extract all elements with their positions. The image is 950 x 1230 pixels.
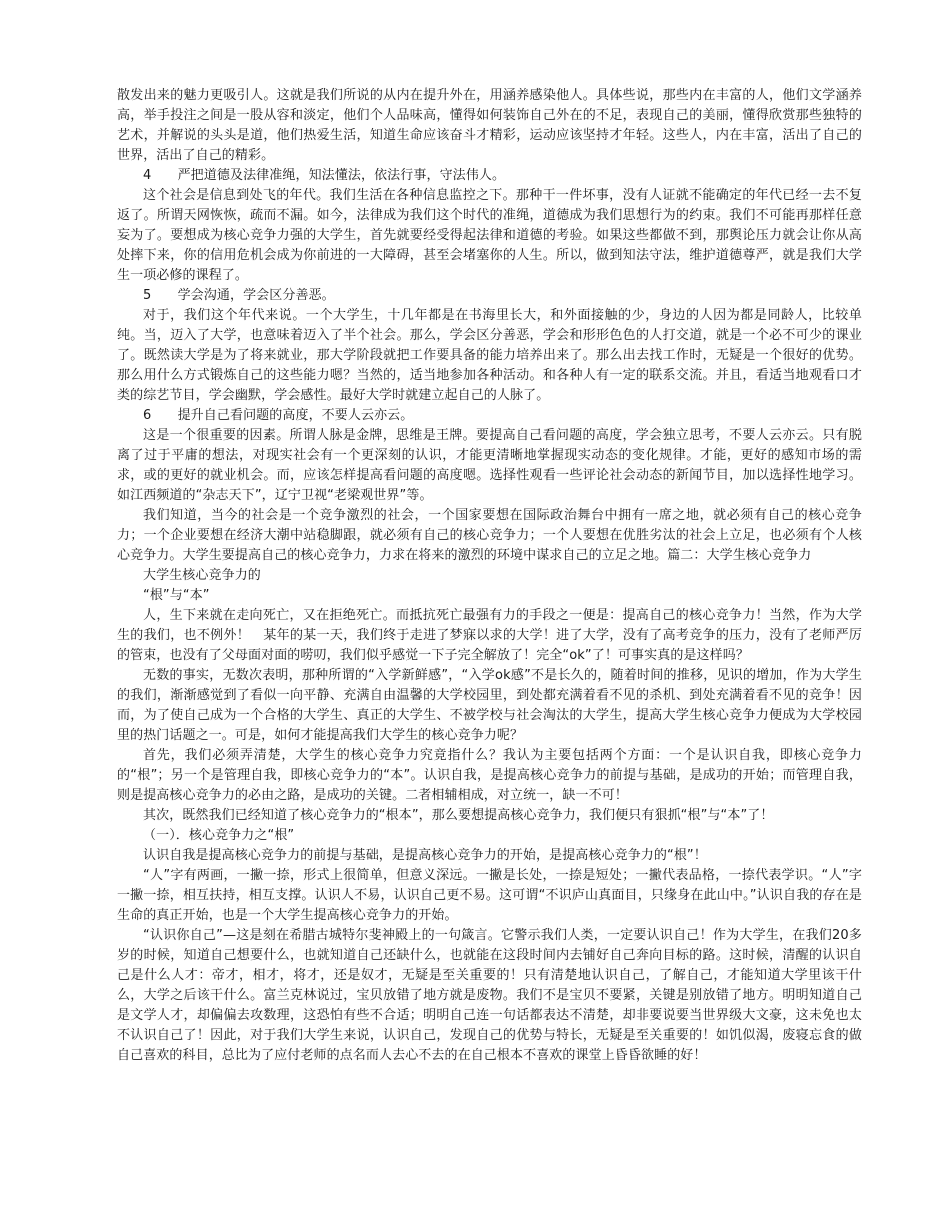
- section-heading: 5 学会沟通，学会区分善恶。: [143, 288, 335, 303]
- paragraph: 散发出来的魅力更吸引人。这就是我们所说的从内在提升外在，用涵养感染他人。具体些说，那些内在丰富的人，他们文学涵养高，举手投注之间是一股从容和淡定，他们个人品味高，懂得如何装饰自己外在的不足，表现自己的美丽，懂得欣赏那些独特的艺术，并解说的头头是道，他们热爱生活，知道生命应该奋斗才精彩，运动应该坚持才年轻。这些人，内在丰富，活出了自己的世界，活出了自己的精彩。: [117, 88, 862, 163]
- section-heading: 4 严把道德及法律准绳，知法懂法，依法行事，守法伟人。: [143, 168, 506, 183]
- section-heading: 6 提升自己看问题的高度，不要人云亦云。: [143, 408, 414, 423]
- paragraph: 我们知道，当今的社会是一个竞争激烈的社会，一个国家要想在国际政治舞台中拥有一席之地，就必须有自己的核心竞争力；一个企业要想在经济大潮中站稳脚跟，就必须有自己的核心竞争力；一个人要想在优胜劣汰的社会上立足，也必须有个人核心竞争力。大学生要提高自己的核心竞争力，力求在将来的激烈的环境中谋求自己的立足之地。篇二：大学生核心竞争力: [117, 508, 862, 563]
- paragraph: 人，生下来就在走向死亡，又在拒绝死亡。而抵抗死亡最强有力的手段之一便是：提高自己的核心竞争力！当然，作为大学生的我们，也不例外！ 某年的某一天，我们终于走进了梦寐以求的大学！进了大学，没有了高考竞争的压力，没有了老师严厉的管束，也没有了父母面对面的唠叨，我们似乎感觉一下子完全解放了！完全“ok”了！可事实真的是这样吗？: [117, 608, 862, 663]
- paragraph: 这个社会是信息到处飞的年代。我们生活在各种信息监控之下。那种干一件坏事，没有人证就不能确定的年代已经一去不复返了。所谓天网恢恢，疏而不漏。如今，法律成为我们这个时代的准绳，道德成为我们思想行为的约束。我们不可能再那样任意妄为了。要想成为核心竞争力强的大学生，首先就要经受得起法律和道德的考验。如果这些都做不到，那舆论压力就会让你从高处摔下来，你的信用危机会成为你前进的一大障碍，甚至会堵塞你的人生。所以，做到知法守法，维护道德尊严，就是我们大学生一项必修的课程了。: [117, 188, 862, 283]
- paragraph: 首先，我们必须弄清楚，大学生的核心竞争力究竟指什么？我认为主要包括两个方面：一个是认识自我，即核心竞争力的“根”；另一个是管理自我，即核心竞争力的“本”。认识自我，是提高核心竞争力的前提与基础，是成功的开始；而管理自我，则是提高核心竞争力的必由之路，是成功的关键。二者相辅相成，对立统一，缺一不可！: [117, 748, 862, 803]
- article-title-line1: 大学生核心竞争力的: [143, 568, 261, 583]
- paragraph: 这是一个很重要的因素。所谓人脉是金牌，思维是王牌。要提高自己看问题的高度，学会独立思考，不要人云亦云。只有脱离了过于平庸的想法，对现实社会有一个更深刻的认识，才能更清晰地掌握现实动态的变化规律。才能，更好的感知市场的需求，或的更好的就业机会。而，应该怎样提高看问题的高度嗯。选择性观看一些评论社会动态的新闻节目，加以选择性地学习。如江西频道的“杂志天下”，辽宁卫视“老梁观世界”等。: [117, 428, 862, 503]
- paragraph: 对于，我们这个年代来说。一个大学生，十几年都是在书海里长大，和外面接触的少，身边的人因为都是同龄人，比较单纯。当，迈入了大学，也意味着迈入了半个社会。那么，学会区分善恶，学会和形形色色的人打交道，就是一个必不可少的课业了。既然读大学是为了将来就业，那大学阶段就把工作要具备的能力培养出来了。那么出去找工作时，无疑是一个很好的优势。那么用什么方式锻炼自己的这些能力嗯？当然的，适当地参加各种活动。和各种人有一定的联系交流。并且，看适当地观看口才类的综艺节目，学会幽默，学会感性。最好大学时就建立起自己的人脉了。: [117, 308, 862, 403]
- article-title-line2: “根”与“本”: [143, 588, 210, 603]
- paragraph: 其次，既然我们已经知道了核心竞争力的“根本”，那么要想提高核心竞争力，我们便只有狠抓“根”与“本”了！: [143, 808, 774, 823]
- paragraph: 认识自我是提高核心竞争力的前提与基础，是提高核心竞争力的开始，是提高核心竞争力的“根”！: [143, 848, 707, 863]
- paragraph: “认识你自己”—这是刻在希腊古城特尔斐神殿上的一句箴言。它警示我们人类，一定要认识自己！作为大学生，在我们20多岁的时候，知道自己想要什么，也就知道自己还缺什么，也就能在这段时间内去铺好自己奔向目标的路。这时候，清醒的认识自己是什么人才：帝才，相才，将才，还是奴才，无疑是至关重要的！只有清楚地认识自己，了解自己，才能知道大学里该干什么，大学之后该干什么。富兰克林说过，宝贝放错了地方就是废物。我们不是宝贝不要紧，关键是别放错了地方。明明知道自己是文学人才，却偏偏去攻数理，这恐怕有些不合适；明明自己连一句话都表达不清楚，却非要说要当世界级大文豪，这未免也太不认识自己了！因此，对于我们大学生来说，认识自己，发现自己的优势与特长，无疑是至关重要的！如饥似渴，废寝忘食的做自己喜欢的科目，总比为了应付老师的点名而人去心不去的在自己根本不喜欢的课堂上昏昏欲睡的好！: [117, 928, 862, 1063]
- paragraph: “人”字有两画，一撇一捺，形式上很简单，但意义深远。一撇是长处，一捺是短处；一撇代表品格，一捺代表学识。“人”字一撇一捺，相互扶持，相互支撑。认识人不易，认识自己更不易。这可谓“不识庐山真面目，只缘身在此山中。”认识自我的存在是生命的真正开始，也是一个大学生提高核心竞争力的开始。: [117, 868, 862, 923]
- document-body: [117, 86, 862, 1066]
- section-heading: （一）．核心竞争力之“根”: [143, 828, 295, 843]
- paragraph: 无数的事实，无数次表明，那种所谓的“入学新鲜感”，“入学ok感”不是长久的，随着时间的推移，见识的增加，作为大学生的我们，渐渐感觉到了看似一向平静、充满自由温馨的大学校园里，到处都充满着看不见的杀机、到处充满着看不见的竞争！因而，为了使自己成为一个合格的大学生、真正的大学生、不被学校与社会淘汰的大学生，提高大学生核心竞争力便成为大学校园里的热门话题之一。可是，如何才能提高我们大学生的核心竞争力呢？: [117, 668, 862, 743]
